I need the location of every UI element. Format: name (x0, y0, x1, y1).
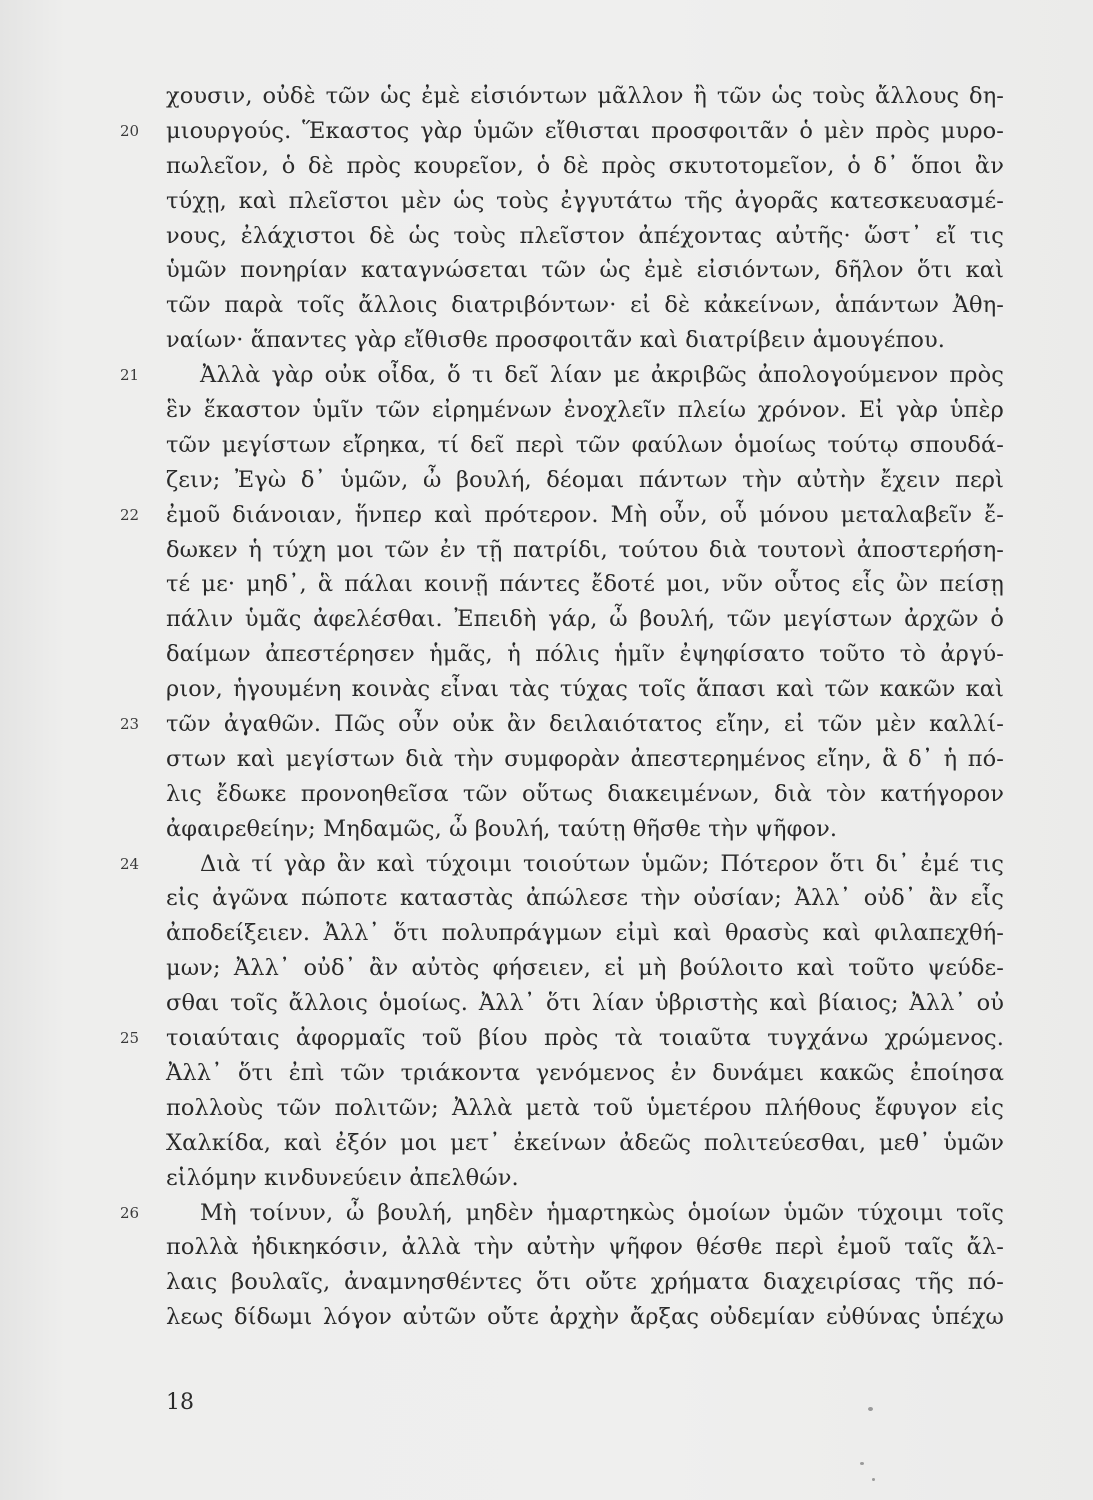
line-text: ζειν; Ἐγὼ δ᾽ ὑμῶν, ὦ βουλή, δέομαι πάντων τὴν αὐτὴν ἔχειν περὶ (166, 466, 1004, 493)
line-number: 22 (120, 505, 140, 524)
line-number: 23 (120, 715, 140, 734)
text-line (0, 812, 1093, 847)
text-line (0, 1161, 1093, 1196)
text-line (0, 847, 1093, 882)
text-line (0, 742, 1093, 777)
line-text: ἐμοῦ διάνοιαν, ἥνπερ καὶ πρότερον. Μὴ οὖν, οὗ μόνου μεταλαβεῖν ἔ- (166, 501, 1004, 528)
line-text: σθαι τοῖς ἄλλοις ὁμοίως. Ἀλλ᾽ ὅτι λίαν ὑβριστὴς καὶ βίαιος; Ἀλλ᾽ οὐ (166, 990, 1004, 1017)
text-line (0, 79, 1093, 114)
line-text: στων καὶ μεγίστων διὰ τὴν συμφορὰν ἀπεστερημένος εἴην, ἃ δ᾽ ἡ πό- (166, 745, 1004, 772)
line-text: εἰς ἀγῶνα πώποτε καταστὰς ἀπώλεσε τὴν οὐσίαν; Ἀλλ᾽ οὐδ᾽ ἂν εἷς (166, 885, 1004, 912)
text-line (0, 533, 1093, 568)
text-line (0, 567, 1093, 602)
line-text: ἀποδείξειεν. Ἀλλ᾽ ὅτι πολυπράγμων εἰμὶ καὶ θρασὺς καὶ φιλαπεχθή- (166, 920, 1004, 947)
line-text: λεως δίδωμι λόγον αὐτῶν οὔτε ἀρχὴν ἄρξας οὐδεμίαν εὐθύνας ὑπέχω (166, 1304, 1004, 1331)
text-line (0, 1021, 1093, 1056)
line-text: Ἀλλὰ γὰρ οὐκ οἶδα, ὅ τι δεῖ λίαν με ἀκριβῶς ἀπολογούμενον πρὸς (200, 362, 1004, 389)
line-text: χουσιν, οὐδὲ τῶν ὡς ἐμὲ εἰσιόντων μᾶλλον ἢ τῶν ὡς τοὺς ἄλλους δη- (166, 83, 1004, 109)
line-text: μιουργούς. Ἕκαστος γὰρ ὑμῶν εἴθισται προσφοιτᾶν ὁ μὲν πρὸς μυρο- (166, 117, 1004, 144)
line-text: πολλὰ ἠδικηκόσιν, ἀλλὰ τὴν αὐτὴν ψῆφον θέσθε περὶ ἐμοῦ ταῖς ἄλ- (166, 1234, 1004, 1261)
text-line (0, 358, 1093, 393)
line-text: λις ἔδωκε προνοηθεῖσα τῶν οὕτως διακειμένων, διὰ τὸν κατήγορον (166, 780, 1004, 807)
line-text: Ἀλλ᾽ ὅτι ἐπὶ τῶν τριάκοντα γενόμενος ἐν δυνάμει κακῶς ἐποίησα (166, 1059, 1004, 1086)
line-text: νους, ἐλάχιστοι δὲ ὡς τοὺς πλεῖστον ἀπέχοντας αὐτῆς· ὥστ᾽ εἴ τις (166, 222, 1004, 249)
line-text: τέ με· μηδ᾽, ἃ πάλαι κοινῇ πάντες ἔδοτέ μοι, νῦν οὗτος εἷς ὢν πείσῃ (166, 571, 1004, 598)
text-line (0, 707, 1093, 742)
line-number: 25 (120, 1029, 140, 1048)
line-text: τύχῃ, καὶ πλεῖστοι μὲν ὡς τοὺς ἐγγυτάτω τῆς ἀγορᾶς κατεσκευασμέ- (166, 187, 1004, 214)
page-number: 18 (166, 1390, 194, 1415)
text-line (0, 1196, 1093, 1231)
text-line (0, 1126, 1093, 1161)
line-text: τῶν παρὰ τοῖς ἄλλοις διατριβόντων· εἰ δὲ κἀκείνων, ἁπάντων Ἀθη- (166, 292, 1004, 319)
text-line (0, 1091, 1093, 1126)
text-line (0, 637, 1093, 672)
line-text: τοιαύταις ἀφορμαῖς τοῦ βίου πρὸς τὰ τοιαῦτα τυγχάνω χρώμενος. (166, 1025, 1004, 1052)
text-line (0, 288, 1093, 323)
ink-speck (868, 1407, 873, 1411)
line-text: δωκεν ἡ τύχη μοι τῶν ἐν τῇ πατρίδι, τούτου διὰ τουτονὶ ἀποστερήση- (166, 536, 1004, 563)
line-text: πάλιν ὑμᾶς ἀφελέσθαι. Ἐπειδὴ γάρ, ὦ βουλή, τῶν μεγίστων ἀρχῶν ὁ (166, 606, 1004, 633)
line-number: 20 (120, 121, 140, 140)
text-line (0, 219, 1093, 254)
text-line (0, 114, 1093, 149)
line-text: Χαλκίδα, καὶ ἐξόν μοι μετ᾽ ἐκείνων ἀδεῶς πολιτεύεσθαι, μεθ᾽ ὑμῶν (166, 1129, 1004, 1156)
line-number: 26 (120, 1203, 140, 1222)
line-text: ναίων· ἅπαντες γὰρ εἴθισθε προσφοιτᾶν καὶ διατρίβειν ἁμουγέπου. (166, 327, 946, 354)
text-line (0, 916, 1093, 951)
ink-speck (860, 1462, 864, 1465)
text-line (0, 672, 1093, 707)
text-line (0, 428, 1093, 463)
line-text: Διὰ τί γὰρ ἂν καὶ τύχοιμι τοιούτων ὑμῶν; Πότερον ὅτι δι᾽ ἐμέ τις (200, 850, 1004, 877)
line-text: ἓν ἕκαστον ὑμῖν τῶν εἰρημένων ἐνοχλεῖν πλείω χρόνον. Εἰ γὰρ ὑπὲρ (166, 397, 1004, 424)
text-line (0, 323, 1093, 358)
line-number: 21 (120, 366, 140, 385)
text-line (0, 986, 1093, 1021)
line-number: 24 (120, 854, 140, 873)
text-line (0, 1300, 1093, 1335)
line-text: ριον, ἡγουμένη κοινὰς εἶναι τὰς τύχας τοῖς ἅπασι καὶ τῶν κακῶν καὶ (166, 676, 1004, 703)
text-line (0, 463, 1093, 498)
line-text: τῶν ἀγαθῶν. Πῶς οὖν οὐκ ἂν δειλαιότατος εἴην, εἰ τῶν μὲν καλλί- (166, 711, 1004, 738)
greek-text-block (0, 79, 1093, 1335)
line-text: μων; Ἀλλ᾽ οὐδ᾽ ἂν αὐτὸς φήσειεν, εἰ μὴ βούλοιτο καὶ τοῦτο ψεύδε- (166, 955, 1004, 982)
text-line (0, 184, 1093, 219)
text-line (0, 777, 1093, 812)
line-text: πολλοὺς τῶν πολιτῶν; Ἀλλὰ μετὰ τοῦ ὑμετέρου πλήθους ἔφυγον εἰς (166, 1094, 1004, 1121)
text-line (0, 1056, 1093, 1091)
text-line (0, 253, 1093, 288)
line-text: λαις βουλαῖς, ἀναμνησθέντες ὅτι οὔτε χρήματα διαχειρίσας τῆς πό- (166, 1269, 1004, 1296)
ink-speck (872, 1478, 875, 1481)
line-text: ἀφαιρεθείην; Μηδαμῶς, ὦ βουλή, ταύτῃ θῆσθε τὴν ψῆφον. (166, 815, 838, 842)
line-text: εἱλόμην κινδυνεύειν ἀπελθών. (166, 1164, 519, 1191)
text-line (0, 1265, 1093, 1300)
text-line (0, 498, 1093, 533)
text-line (0, 149, 1093, 184)
text-line (0, 881, 1093, 916)
line-text: πωλεῖον, ὁ δὲ πρὸς κουρεῖον, ὁ δὲ πρὸς σκυτοτομεῖον, ὁ δ᾽ ὅποι ἂν (166, 152, 1004, 179)
text-line (0, 393, 1093, 428)
line-text: τῶν μεγίστων εἴρηκα, τί δεῖ περὶ τῶν φαύλων ὁμοίως τούτῳ σπουδά- (166, 431, 1004, 458)
text-line (0, 1230, 1093, 1265)
line-text: Μὴ τοίνυν, ὦ βουλή, μηδὲν ἡμαρτηκὼς ὁμοίων ὑμῶν τύχοιμι τοῖς (200, 1199, 1004, 1226)
text-line (0, 951, 1093, 986)
text-line (0, 602, 1093, 637)
line-text: δαίμων ἀπεστέρησεν ἡμᾶς, ἡ πόλις ἡμῖν ἐψηφίσατο τοῦτο τὸ ἀργύ- (166, 641, 1004, 668)
line-text: ὑμῶν πονηρίαν καταγνώσεται τῶν ὡς ἐμὲ εἰσιόντων, δῆλον ὅτι καὶ (166, 257, 1004, 284)
